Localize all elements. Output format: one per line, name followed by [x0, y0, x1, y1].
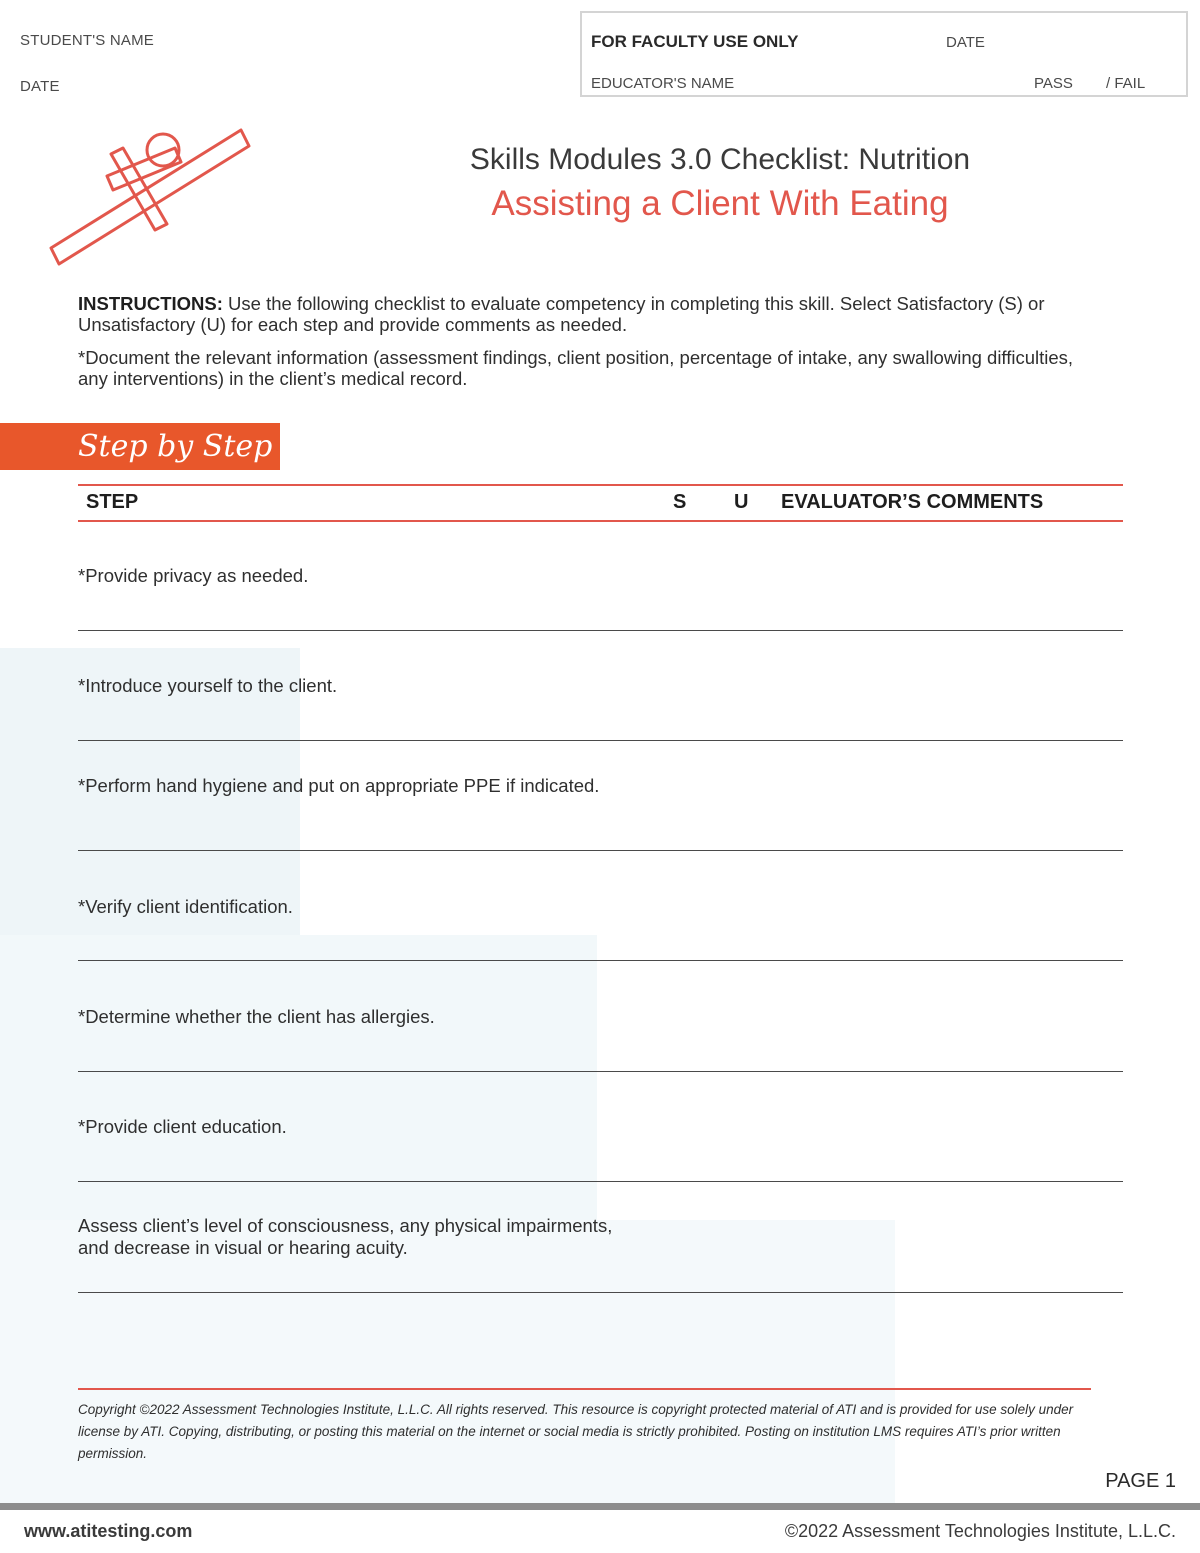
step-text: *Perform hand hygiene and put on appropriate PPE if indicated. — [78, 775, 600, 796]
footer-copyright: ©2022 Assessment Technologies Institute, L.L.C. — [784, 1521, 1176, 1541]
table-row — [78, 1071, 1123, 1182]
banner-label: Step by Step — [78, 429, 273, 464]
page-number: PAGE 1 — [1105, 1470, 1176, 1492]
faculty-date-label: DATE — [946, 34, 985, 51]
instructions-note: *Document the relevant information (assessment findings, client position, percentage of intake, any swallowing difficulties, any interventions) in the client’s medical record. — [78, 347, 1074, 389]
step-text: *Provide client education. — [78, 1116, 287, 1137]
step-text: *Introduce yourself to the client. — [78, 675, 338, 696]
step-text: *Provide privacy as needed. — [78, 565, 309, 586]
ati-logo-icon — [45, 120, 255, 270]
header-step: STEP — [86, 491, 139, 513]
footer-divider — [0, 1503, 1200, 1510]
student-name-label: STUDENT'S NAME — [20, 32, 155, 49]
table-row — [78, 1181, 1123, 1293]
faculty-use-box — [580, 11, 1188, 97]
table-row — [78, 850, 1123, 961]
page-subtitle: Assisting a Client With Eating — [491, 184, 949, 223]
copyright-notice: Copyright ©2022 Assessment Technologies Institute, L.L.C. All rights reserved. This resource is copyright protected material of ATI and is provided for use solely under license by ATI. Copying, distributing, or posting this material on the internet or social media is strictly prohibited. Posting on institution LMS requires ATI’s prior written permission. — [78, 1388, 1091, 1465]
step-by-step-banner — [0, 423, 280, 470]
instructions — [78, 293, 1078, 401]
educator-name-label: EDUCATOR'S NAME — [591, 75, 735, 92]
step-text: *Verify client identification. — [78, 896, 293, 917]
header-s: S — [673, 491, 687, 513]
step-text: Assess client’s level of consciousness, any physical impairments, and decrease in visual or hearing acuity. — [78, 1215, 613, 1258]
instructions-label: INSTRUCTIONS: — [78, 293, 223, 314]
table-row — [78, 630, 1123, 741]
fail-label: / FAIL — [1106, 75, 1146, 92]
date-label: DATE — [20, 78, 60, 95]
step-text: *Determine whether the client has allergies. — [78, 1006, 435, 1027]
pass-label: PASS — [1034, 75, 1073, 92]
page-title: Skills Modules 3.0 Checklist: Nutrition — [469, 143, 971, 176]
table-row — [78, 740, 1123, 851]
logo-head-icon — [147, 134, 179, 166]
header-comments: EVALUATOR’S COMMENTS — [781, 491, 1044, 513]
table-row — [78, 520, 1123, 631]
table-row — [78, 960, 1123, 1072]
footer-website-link[interactable]: www.atitesting.com — [24, 1521, 193, 1541]
instructions-text: Use the following checklist to evaluate competency in completing this skill. Select Satisfactory (S) or Unsatisfactory (U) for each step and provide comments as needed. — [78, 293, 1045, 335]
instructions-paragraph — [78, 293, 1078, 335]
faculty-title: FOR FACULTY USE ONLY — [591, 32, 799, 51]
table-header — [78, 484, 1123, 522]
header-u: U — [734, 491, 749, 513]
